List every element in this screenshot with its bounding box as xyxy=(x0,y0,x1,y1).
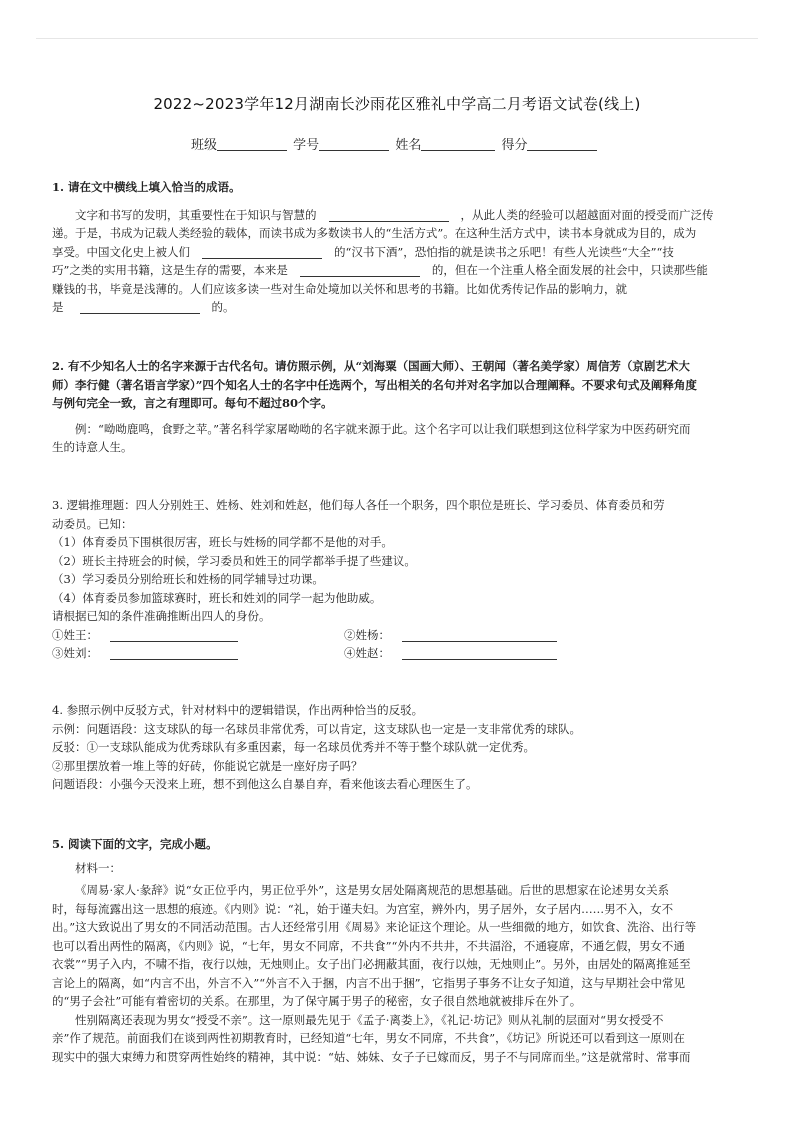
passage-line: 衣裳”“男子入内，不啸不指，夜行以烛，无烛则止。女子出门必拥蔽其面，夜行以烛，无烛则止”。另外，由居处的隔离推延至 xyxy=(52,957,691,971)
passage-line: 言论上的隔离，如“内言不出，外言不入”“外言不入于捆，内言不出于捆”，它指男子事务不让女子知道，这与早期社会中常见 xyxy=(52,975,686,990)
passage-line: 现实中的强大束缚力和贯穿两性始终的精神，其中说：“姑、姊妹、女子子已嫁而反，男子不与同席而坐。”这是就常时、常事而 xyxy=(52,1049,691,1064)
answer-yang: ②姓杨： xyxy=(344,626,557,645)
question-4-line: 示例：问题语段：这支球队的每一名球员非常优秀，可以肯定，这支球队也一定是一支非常优秀的球队。 xyxy=(52,721,581,736)
question-1-line: 递。于是，书成为记载人类经验的载体，而读书成为多数读书人的“生活方式”。在这种生活方式中，读书本身就成为目的，成为 xyxy=(52,226,697,240)
condition-2: （2）班长主持班会的时候，学习委员和姓王的同学都举手提了些建议。 xyxy=(52,553,416,568)
answer-blank[interactable] xyxy=(110,628,238,642)
student-id-blank[interactable] xyxy=(319,138,389,151)
condition-4: （4）体育委员参加篮球赛时，班长和姓刘的同学一起为他助威。 xyxy=(52,590,382,605)
page-title: 2022~2023学年12月湖南长沙雨花区雅礼中学高二月考语文试卷(线上) xyxy=(153,95,641,113)
question-2-heading-line: 师）李行健（著名语言学家）”四个知名人士的名字中任选两个，写出相关的名句并对名字加以合理阐释。不要求句式及阐释角度 xyxy=(52,377,697,392)
question-1-line: 文字和书写的发明，其重要性在于知识与智慧的 ，从此人类的经验可以超越面对面的授受而广泛传 xyxy=(75,207,714,222)
passage-line: 也可以看出两性的隔离，《内则》说，“七年，男女不同席，不共食”“外内不共井，不共湢浴，不通寝席，不通乞假，男女不通 xyxy=(52,938,685,953)
question-4-line: 反驳：①一支球队能成为优秀球队有多重因素，每一名球员优秀并不等于整个球队就一定优秀。 xyxy=(52,740,535,754)
name-blank[interactable] xyxy=(421,138,495,151)
header-rule xyxy=(36,38,758,39)
answer-blank[interactable] xyxy=(300,263,420,277)
question-5-heading: 5. 阅读下面的文字，完成小题。 xyxy=(52,837,218,851)
question-5 xyxy=(52,835,742,1066)
question-2 xyxy=(52,357,742,457)
question-3-heading-line: 动委员。已知： xyxy=(52,516,133,531)
class-label: 班级 xyxy=(191,138,218,153)
question-2-example: 例：“呦呦鹿鸣，食野之苹。”著名科学家屠呦呦的名字就来源于此。这个名字可以让我们联想到这位科学家为中医药研究而 xyxy=(75,421,691,436)
question-1-line: 赚钱的书，毕竟是浅薄的。人们应该多读一些对生命处境加以关怀和思考的书籍。比如优秀传记作品的影响力，就 xyxy=(52,281,627,296)
answer-blank[interactable] xyxy=(329,208,449,222)
answer-zhao: ④姓赵： xyxy=(344,644,557,663)
name-label: 姓名 xyxy=(395,138,422,153)
question-1-heading: 1. 请在文中横线上填入恰当的成语。 xyxy=(52,180,241,194)
passage-line: 出。”这大致说出了男女的不同活动范围。古人还经常引用《周易》来论证这个理论。从一些细微的地方，如饮食、洗浴、出行等 xyxy=(52,920,697,934)
question-1-line: 是 的。 xyxy=(52,300,235,314)
answer-blank[interactable] xyxy=(80,300,200,314)
passage-line: 性别隔离还表现为男女“授受不亲”。这一原则最先见于《孟子·离娄上》，《礼记·坊记》则从礼制的层面对“男女授受不 xyxy=(75,1012,664,1027)
answer-liu: ③姓刘： xyxy=(52,644,238,663)
student-id-label: 学号 xyxy=(293,138,320,153)
passage-line: 《周易·家人·彖辞》说“女正位乎内，男正位乎外”，这是男女居处隔离规范的思想基础。后世的思想家在论述男女关系 xyxy=(75,883,670,897)
question-2-heading-line: 与例句完全一致，言之有理即可。每句不超过80个字。 xyxy=(52,396,333,410)
question-2-example: 生的诗意人生。 xyxy=(52,440,133,454)
question-4-line: ②那里摆放着一堆上等的好砖，你能说它就是一座好房子吗？ xyxy=(52,758,363,773)
question-4 xyxy=(52,701,742,794)
question-3-heading-line: 3. 逻辑推理题：四人分别姓王、姓杨、姓刘和姓赵，他们每人各任一个职务，四个职位是班长、学习委员、体育委员和劳 xyxy=(52,498,665,512)
answer-blank[interactable] xyxy=(402,646,557,660)
question-4-heading: 4. 参照示例中反驳方式，针对材料中的逻辑错误，作出两种恰当的反驳。 xyxy=(52,703,424,717)
answer-blank[interactable] xyxy=(110,646,238,660)
condition-1: （1）体育委员下围棋很厉害，班长与姓杨的同学都不是他的对手。 xyxy=(52,535,393,549)
question-4-line: 问题语段：小强今天没来上班，想不到他这么自暴自弃，看来他该去看心理医生了。 xyxy=(52,777,478,791)
passage-line: 的“男子会社”可能有着密切的关系。在那里，为了保守属于男子的秘密，女子很自然地就被排斥在外了。 xyxy=(52,994,582,1008)
question-2-heading-line: 2. 有不少知名人士的名字来源于古代名句。请仿照示例，从“刘海粟（国画大师）、王朝闻（著名美学家）周信芳（京剧艺术大 xyxy=(52,359,690,373)
answer-blank[interactable] xyxy=(202,245,322,259)
answer-row xyxy=(52,644,742,663)
score-label: 得分 xyxy=(501,138,528,153)
class-blank[interactable] xyxy=(217,138,287,151)
passage-line: 时，每每流露出这一思想的痕迹。《内则》说：“礼，始于谨夫妇。为宫室，辨外内，男子居外，女子居内……男不入，女不 xyxy=(52,901,674,916)
answer-wang: ①姓王： xyxy=(52,626,238,645)
question-3-ask: 请根据已知的条件准确推断出四人的身份。 xyxy=(52,609,271,623)
answer-blank[interactable] xyxy=(402,628,557,642)
condition-3: （3）学习委员分别给班长和姓杨的同学辅导过功课。 xyxy=(52,572,324,586)
question-3 xyxy=(52,496,742,663)
score-blank[interactable] xyxy=(527,138,597,151)
student-info-fields xyxy=(191,134,599,153)
answer-row xyxy=(52,626,742,645)
passage-line: 亲”作了规范。前面我们在谈到两性初期教育时，已经知道“七年，男女不同席，不共食”，《坊记》所说还可以看到这一原则在 xyxy=(52,1031,685,1045)
question-1 xyxy=(52,178,742,317)
question-1-line: 巧”之类的实用书籍，这是生存的需要，本来是 的，但在一个注重人格全面发展的社会中，只读那些能 xyxy=(52,263,708,277)
material-label: 材料一： xyxy=(75,860,121,875)
question-1-line: 享受。中国文化史上被人们 的“汉书下酒”，恐怕指的就是读书之乐吧！有些人光读些“大全”“技 xyxy=(52,244,674,259)
